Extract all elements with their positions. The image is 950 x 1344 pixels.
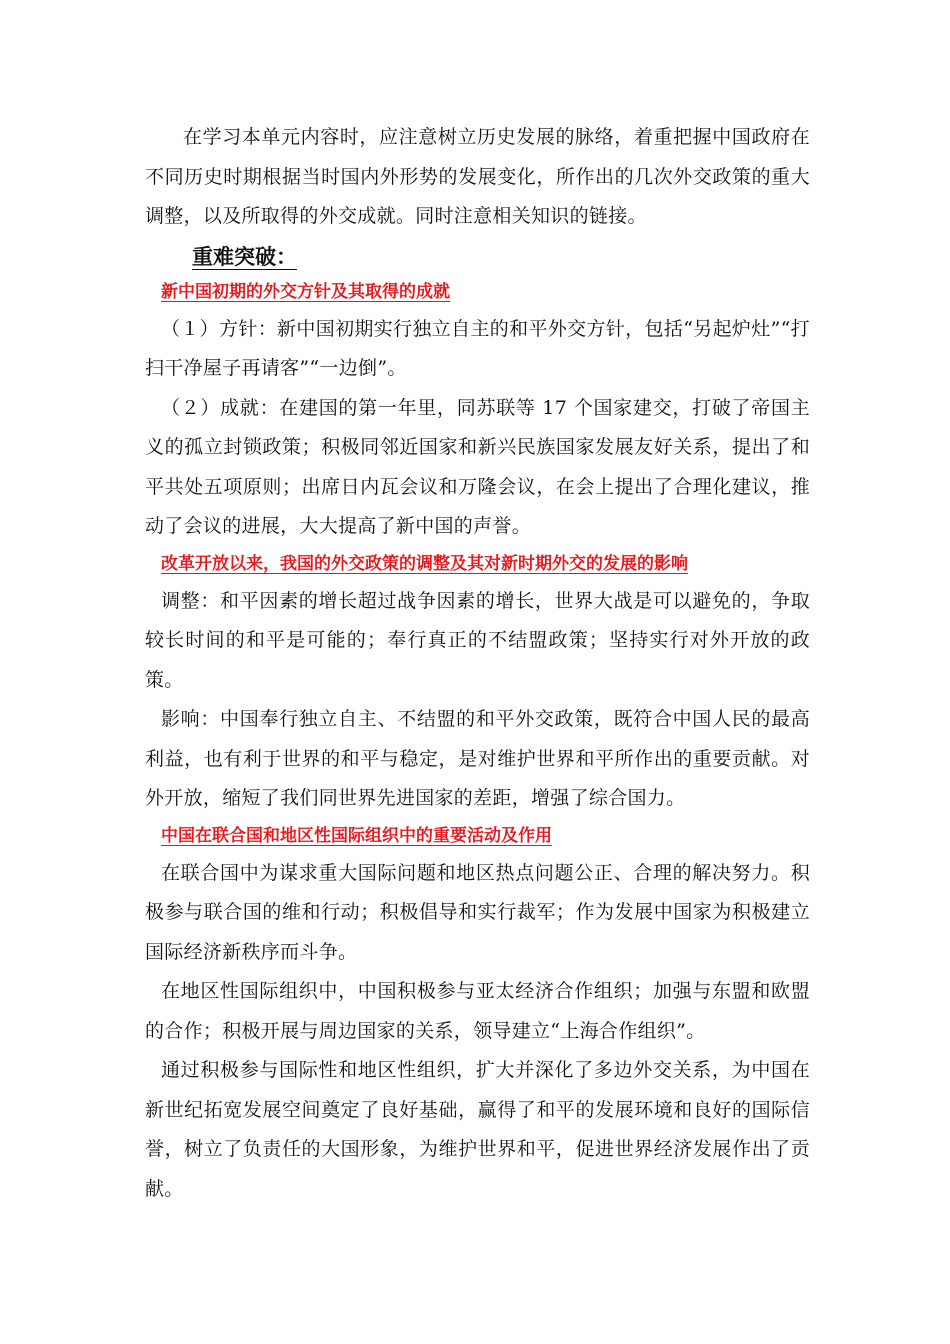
- section3-title-wrap: [145, 819, 810, 854]
- section1-title: 新中国初期的外交方针及其取得的成就: [161, 281, 450, 302]
- section3-paragraph-1: 在联合国中为谋求重大国际问题和地区热点问题公正、合理的解决努力。积极参与联合国的维和行动；积极倡导和实行裁军；作为发展中国家为积极建立国际经济新秩序而斗争。: [145, 861, 810, 963]
- section-heading: 重难突破：: [192, 244, 297, 269]
- intro-paragraph: 在学习本单元内容时，应注意树立历史发展的脉络，着重把握中国政府在不同历史时期根据当时国内外形势的发展变化，所作出的几次外交政策的重大调整，以及所取得的外交成就。同时注意相关知识的链接。: [145, 126, 810, 227]
- section3-paragraph-3: 通过积极参与国际性和地区性组织，扩大并深化了多边外交关系，为中国在新世纪拓宽发展空间奠定了良好基础，赢得了和平的发展环境和良好的国际信誉，树立了负责任的大国形象，为维护世界和平，促进世界经济发展作出了贡献。: [145, 1059, 810, 1200]
- section2-title: 改革开放以来，我国的外交政策的调整及其对新时期外交的发展的影响: [161, 553, 688, 574]
- heading-wrap: [145, 237, 810, 275]
- section1-title-wrap: [145, 275, 810, 310]
- section2-paragraph-1: 调整：和平因素的增长超过战争因素的增长，世界大战是可以避免的，争取较长时间的和平是可能的；奉行真正的不结盟政策；坚持实行对外开放的政策。: [145, 589, 810, 691]
- section3-paragraph-2: 在地区性国际组织中，中国积极参与亚太经济合作组织；加强与东盟和欧盟的合作；积极开展与周边国家的关系，领导建立“上海合作组织”。: [145, 980, 810, 1042]
- section2-title-wrap: [145, 547, 810, 582]
- section2-paragraph-2: 影响：中国奉行独立自主、不结盟的和平外交政策，既符合中国人民的最高利益，也有利于世界的和平与稳定，是对维护世界和平所作出的重要贡献。对外开放，缩短了我们同世界先进国家的差距，增强了综合国力。: [145, 708, 810, 809]
- document-body: [145, 118, 810, 1209]
- section1-paragraph-1: （１）方针：新中国初期实行独立自主的和平外交方针，包括“另起炉灶”“打扫干净屋子再请客”“一边倒”。: [145, 317, 810, 379]
- section3-title: 中国在联合国和地区性国际组织中的重要活动及作用: [161, 825, 552, 846]
- section1-paragraph-2: （２）成就：在建国的第一年里，同苏联等 17 个国家建交，打破了帝国主义的孤立封锁政策；积极同邻近国家和新兴民族国家发展友好关系，提出了和平共处五项原则；出席日内瓦会议和万隆会议，在会上提出了合理化建议，推动了会议的进展，大大提高了新中国的声誉。: [145, 396, 810, 537]
